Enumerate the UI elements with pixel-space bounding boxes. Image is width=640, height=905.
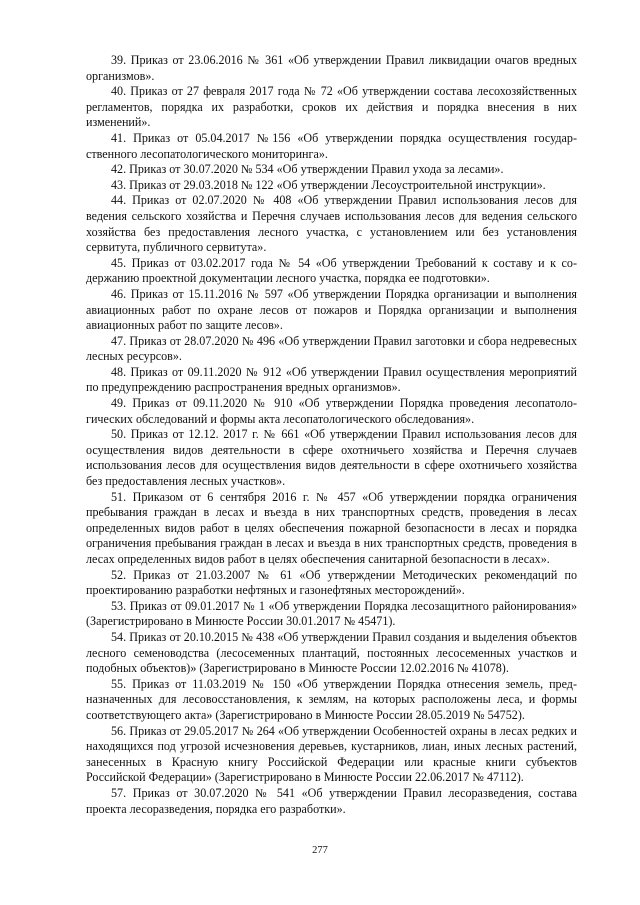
list-item-41: 41. Приказ от 05.04.2017 №156 «Об утверждении порядка осуществления государственного лесопатологического мониторинга». <box>86 130 577 161</box>
list-item-40: 40. Приказ от 27 февраля 2017 года № 72 «Об утверждении состава лесохозяйственных регламентов, порядка их разработки, сроков их действия и порядка внесения в них изменений». <box>86 84 577 130</box>
list-item-48: 48. Приказ от 09.11.2020 № 912 «Об утверждении Правил осуществления мероприятий по предупреждению распространения вредных организмов». <box>86 364 577 395</box>
list-item-50: 50. Приказ от 12.12. 2017 г. № 661 «Об утверждении Правил использования лесов для осуществления видов деятельности в сфере охотничьего хозяйства и Перечня случаев использования лесов для осуществления видов деятельности в сфере охотничьего хозяйства без предоставления лесных участков». <box>86 427 577 489</box>
list-item-55: 55. Приказ от 11.03.2019 № 150 «Об утверждении Порядка отнесения земель, предназначенных для лесовосстановления, к землям, на которых расположены леса, и формы соответствующего акта» (Зарегистрировано в Минюсте России 28.05.2019 № 54752). <box>86 676 577 722</box>
list-item-51: 51. Приказом от 6 сентября 2016 г. № 457 «Об утверждении порядка ограничения пребывания граждан в лесах и въезда в них транспортных средств, проведения в лесах определенных видов работ в целях обеспечения пожарной безопасности в лесах и порядка ограничения пребывания граждан в лесах и въезда в них транспортных средств, проведения в лесах определенных видов работ в целях обеспечения санитарной безопасности в лесах». <box>86 489 577 566</box>
page-number: 277 <box>312 845 328 856</box>
list-item-39: 39. Приказ от 23.06.2016 № 361 «Об утверждении Правил ликвидации очагов вредных организмов». <box>86 53 577 83</box>
list-item-53: 53. Приказ от 09.01.2017 № 1 «Об утверждении Порядка лесозащитного районирования» (Зарегистрировано в Минюсте России 30.01.2017 № 45471). <box>86 598 577 629</box>
list-item-45: 45. Приказ от 03.02.2017 года № 54 «Об утверждении Требований к составу и к содержанию проектной документации лесного участка, порядка ее подготовки». <box>86 255 577 286</box>
list-item-47: 47. Приказ от 28.07.2020 № 496 «Об утверждении Правил заготовки и сбора недревесных лесных ресурсов». <box>86 333 577 364</box>
list-item-44: 44. Приказ от 02.07.2020 № 408 «Об утверждении Правил использования лесов для ведения сельского хозяйства и Перечня случаев использования лесов для ведения сельского хозяйства без предоставления лесного участка, с установлением или без установления сервитута, публичного сервитута». <box>86 193 577 255</box>
list-item-56: 56. Приказ от 29.05.2017 № 264 «Об утверждении Особенностей охраны в лесах редких и находящихся под угрозой исчезновения деревьев, кустарников, лиан, иных лесных растений, занесенных в Красную книгу Российской Федерации или красные книги субъектов Российской Федерации» (Зарегистрировано в Минюсте России 22.06.2017 № 47112). <box>86 723 577 785</box>
list-item-46: 46. Приказ от 15.11.2016 № 597 «Об утверждении Порядка организации и выполнения авиационных работ по охране лесов от пожаров и Порядка организации и выполнения авиационных работ по защите лесов». <box>86 286 577 333</box>
list-item-49: 49. Приказ от 09.11.2020 № 910 «Об утверждении Порядка проведения лесопатологических обследований и формы акта лесопатологического обследования». <box>86 396 577 426</box>
list-item-54: 54. Приказ от 20.10.2015 № 438 «Об утверждении Правил создания и выделения объектов лесного семеноводства (лесосеменных плантаций, постоянных лесосеменных участков и подобных объектов)» (Зарегистрировано в Минюсте России 12.02.2016 № 41078). <box>86 629 577 676</box>
list-item-57: 57. Приказ от 30.07.2020 № 541 «Об утверждении Правил лесоразведения, состава проекта лесоразведения, порядка его разработки». <box>86 785 577 816</box>
list-item-42: 42. Приказ от 30.07.2020 № 534 «Об утверждении Правил ухода за лесами». <box>111 162 504 177</box>
document-body <box>86 53 577 817</box>
list-item-52: 52. Приказ от 21.03.2007 № 61 «Об утверждении Методических рекомендаций по проектированию разработки нефтяных и газонефтяных месторождений». <box>86 567 577 598</box>
list-item-43: 43. Приказ от 29.03.2018 № 122 «Об утверждении Лесоустроительной инструкции». <box>111 177 546 192</box>
